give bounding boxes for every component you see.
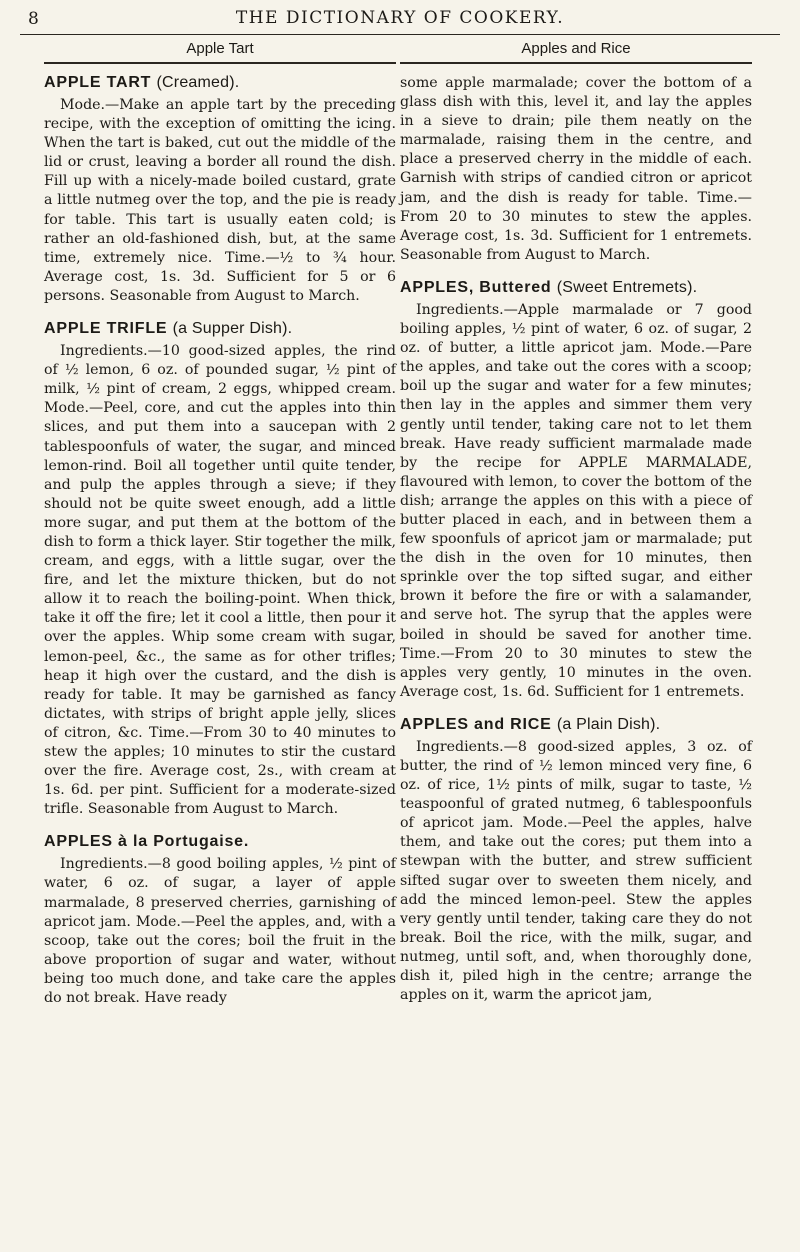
recipe-title (44, 320, 396, 338)
page-number: 8 (28, 9, 39, 29)
recipe-title-sub: (Creamed). (156, 74, 240, 91)
right-column (400, 40, 752, 1019)
recipe-entry (400, 716, 752, 1005)
recipe-title (44, 833, 396, 851)
recipe-title (400, 716, 752, 734)
page-header (20, 0, 780, 35)
recipe-entry (44, 320, 396, 819)
recipe-body: Ingredients.—Apple marmalade or 7 good boiling apples, ½ pint of water, 6 oz. of sugar, 2 oz. of butter, a little apricot jam. Mode.—Pare the apples, and take out the cores with a scoop; boil up the sugar and water for a few minutes; then lay in the apples and simmer them very gently until tender, taking care not to let them break. Have ready sufficient marmalade made by the recipe for APPLE MARMALADE, flavoured with lemon, to cover the bottom of the dish; arrange the apples on this with a piece of butter placed in each, and in between them a few spoonfuls of apricot jam or marmalade; put the dish in the oven for 10 minutes, then sprinkle over the top sifted sugar, and either brown it before the fire or with a salamander, and serve hot. The syrup that the apples were boiled in should be saved for another time. Time.—From 20 to 30 minutes to stew the apples very gently, 10 minutes in the oven. Average cost, 1s. 6d. Sufficient for 1 entremets. (400, 301, 752, 700)
recipe-title-sub: (Sweet Entremets). (556, 278, 698, 296)
recipe-title-main: APPLES, Buttered (400, 278, 552, 296)
column-heading: Apple Tart (44, 40, 396, 64)
recipe-body: some apple marmalade; cover the bottom of a glass dish with this, level it, and lay the apples in a sieve to drain; pile them neatly on the marmalade, raising them in the centre, and place a preserved cherry in the middle of each. Garnish with strips of candied citron or apricot jam, and the dish is ready for table. Time.—From 20 to 30 minutes to stew the apples. Average cost, 1s. 3d. Sufficient for 1 entremets. Seasonable from August to March. (400, 75, 752, 263)
recipe-title-sub: (a Plain Dish). (556, 715, 661, 733)
left-column (44, 40, 396, 1022)
running-title: THE DICTIONARY OF COOKERY. (235, 8, 565, 28)
recipe-title-sub: (a Supper Dish). (172, 320, 293, 338)
recipe-title-main: APPLE TART (44, 74, 152, 91)
recipe-title (400, 279, 752, 297)
recipe-body: Ingredients.—8 good boiling apples, ½ pint of water, 6 oz. of sugar, a layer of apple marmalade, 8 preserved cherries, garnishing of apricot jam. Mode.—Peel the apples, and, with a scoop, take out the cores; boil the fruit in the above proportion of sugar and water, without being too much done, and take care the apples do not break. Have ready (44, 856, 396, 1007)
recipe-body: Ingredients.—10 good-sized apples, the rind of ½ lemon, 6 oz. of pounded sugar, ½ pint of milk, ½ pint of cream, 2 eggs, whipped cream. Mode.—Peel, core, and cut the apples into thin slices, and put them into a saucepan with 2 tablespoonfuls of water, the sugar, and minced lemon-rind. Boil all together until quite tender, and pulp the apples through a sieve; if they should not be quite sweet enough, add a little more sugar, and put them at the bottom of the dish to form a thick layer. Stir together the milk, cream, and eggs, with a little sugar, over the fire, and let the mixture thicken, but do not allow it to reach the boiling-point. When thick, take it off the fire; let it cool a little, then pour it over the apples. Whip some cream with sugar, lemon-peel, &c., the same as for other trifles; heap it high over the custard, and the dish is ready for table. It may be garnished as fancy dictates, with strips of bright apple jelly, slices of citron, &c. Time.—From 30 to 40 minutes to stew the apples; 10 minutes to stir the custard over the fire. Average cost, 2s., with cream at 1s. 6d. per pint. Sufficient for a moderate-sized trifle. Seasonable from August to March. (44, 343, 396, 818)
recipe-entry (44, 833, 396, 1008)
recipe-title (44, 74, 396, 92)
recipe-entry (400, 279, 752, 702)
recipe-title-main: APPLES à la Portugaise. (44, 833, 250, 851)
recipe-continuation (400, 74, 752, 265)
recipe-body: Ingredients.—8 good-sized apples, 3 oz. of butter, the rind of ½ lemon minced very fine, 6 oz. of rice, 1½ pints of milk, sugar to taste, ½ teaspoonful of grated nutmeg, 6 tablespoonfuls of apricot jam. Mode.—Peel the apples, halve them, and take out the cores; put them into a stewpan with the butter, and strew sufficient sifted sugar over to sweeten them nicely, and add the minced lemon-peel. Stew the apples very gently until tender, taking care they do not break. Boil the rice, with the milk, sugar, and nutmeg, until soft, and, when thoroughly done, dish it, piled high in the centre; arrange the apples on it, warm the apricot jam, (400, 738, 752, 1004)
recipe-title-main: APPLE TRIFLE (44, 320, 168, 338)
column-heading: Apples and Rice (400, 40, 752, 64)
recipe-title-main: APPLES and RICE (400, 715, 552, 733)
recipe-body: Mode.—Make an apple tart by the preceding recipe, with the exception of omitting the icing. When the tart is baked, cut out the middle of the lid or crust, leaving a border all round the dish. Fill up with a nicely-made boiled custard, grate a little nutmeg over the top, and the pie is ready for table. This tart is usually eaten cold; is rather an old-fashioned dish, but, at the same time, extremely nice. Time.—½ to ¾ hour. Average cost, 1s. 3d. Sufficient for 5 or 6 persons. Seasonable from August to March. (44, 97, 396, 304)
recipe-entry (44, 74, 396, 306)
